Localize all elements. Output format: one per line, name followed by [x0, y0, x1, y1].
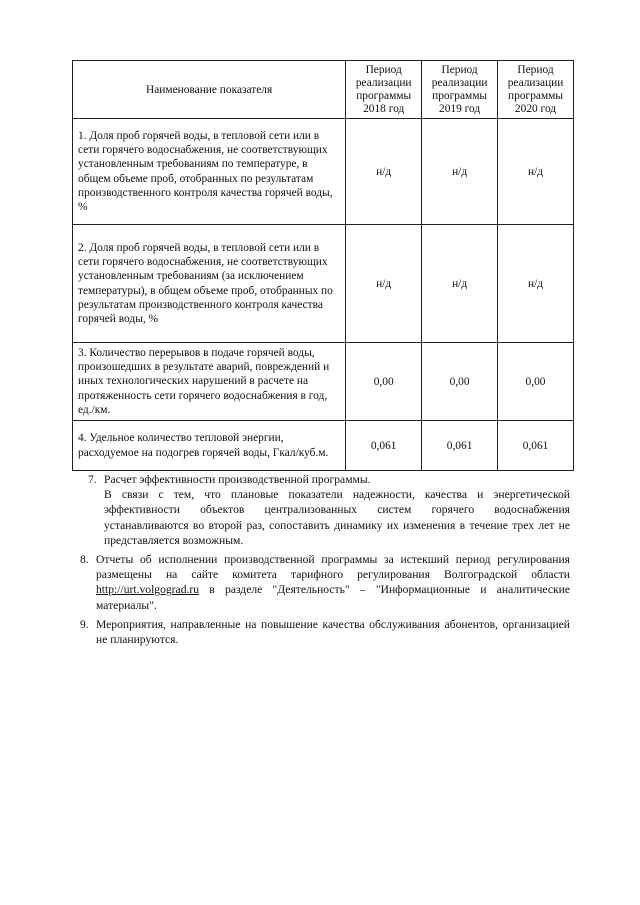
indicator-value-2018: н/д: [346, 119, 422, 225]
list-item-heading: Расчет эффективности производственной программы.: [104, 473, 371, 486]
indicator-name-cell: 4. Удельное количество тепловой энергии, расходуемое на подогрев горячей воды, Гкал/куб.м.: [73, 421, 346, 471]
indicator-value-2020: н/д: [498, 119, 574, 225]
list-item-8: [80, 552, 570, 613]
indicator-value-2019: 0,00: [422, 343, 498, 421]
indicator-name-cell: 3. Количество перерывов в подаче горячей воды, произошедших в результате аварий, повреждений и иных технологических нарушений в расчете на протяженность сети горячего водоснабжения в год, ед./км.: [73, 343, 346, 421]
website-link[interactable]: http://urt.volgograd.ru: [96, 583, 200, 597]
list-item-number: 7.: [88, 473, 97, 486]
indicator-value-2020: 0,00: [498, 343, 574, 421]
numbered-list: [80, 472, 570, 651]
table-row: [73, 225, 574, 343]
indicator-value-2018: н/д: [346, 225, 422, 343]
list-item-number: 8.: [80, 553, 89, 567]
table-row: [73, 343, 574, 421]
header-period-2019: Период реализации программы 2019 год: [422, 61, 498, 119]
header-period-2018: Период реализации программы 2018 год: [346, 61, 422, 119]
indicators-table: [72, 60, 574, 471]
indicator-value-2019: н/д: [422, 119, 498, 225]
list-item-number: 9.: [80, 617, 89, 631]
indicator-name-cell: 1. Доля проб горячей воды, в тепловой сети или в сети горячего водоснабжения, не соответствующих установленным требованиям по температуре, в общем объеме проб, отобранных по результатам производственного контроля качества горячей воды, %: [73, 119, 346, 225]
indicator-value-2018: 0,061: [346, 421, 422, 471]
table-row: [73, 421, 574, 471]
list-item-7: [80, 472, 570, 548]
list-item-text: В связи с тем, что плановые показатели надежности, качества и энергетической эффективности объектов централизованных систем горячего водоснабжения устанавливаются во второй раз, сопоставить динамику их изменения в течение трех лет не представляется возможным.: [104, 488, 570, 547]
list-item-text: Мероприятия, направленные на повышение качества обслуживания абонентов, организацией не планируются.: [96, 617, 570, 647]
header-indicator-name: Наименование показателя: [73, 61, 346, 119]
list-item-text: Отчеты об исполнении производственной программы за истекший период регулирования размещены на сайте комитета тарифного регулирования Волгоградской области: [96, 553, 570, 582]
table-row: [73, 119, 574, 225]
indicator-value-2018: 0,00: [346, 343, 422, 421]
table-header-row: [73, 61, 574, 119]
indicator-value-2020: 0,061: [498, 421, 574, 471]
list-item-body: [96, 552, 570, 613]
indicator-value-2020: н/д: [498, 225, 574, 343]
header-period-2020: Период реализации программы 2020 год: [498, 61, 574, 119]
list-item-9: [80, 617, 570, 647]
indicator-value-2019: н/д: [422, 225, 498, 343]
indicator-name-cell: 2. Доля проб горячей воды, в тепловой сети или в сети горячего водоснабжения, не соответствующих установленным требованиям (за исключением температуры), в общем объеме проб, отобранных по результатам производственного контроля качества горячей воды, %: [73, 225, 346, 343]
indicator-value-2019: 0,061: [422, 421, 498, 471]
list-item-body: [104, 472, 570, 548]
list-item-body: [96, 617, 570, 647]
list-item-text: в разделе "Деятельность" – "Информационные и аналитические материалы".: [96, 583, 570, 612]
